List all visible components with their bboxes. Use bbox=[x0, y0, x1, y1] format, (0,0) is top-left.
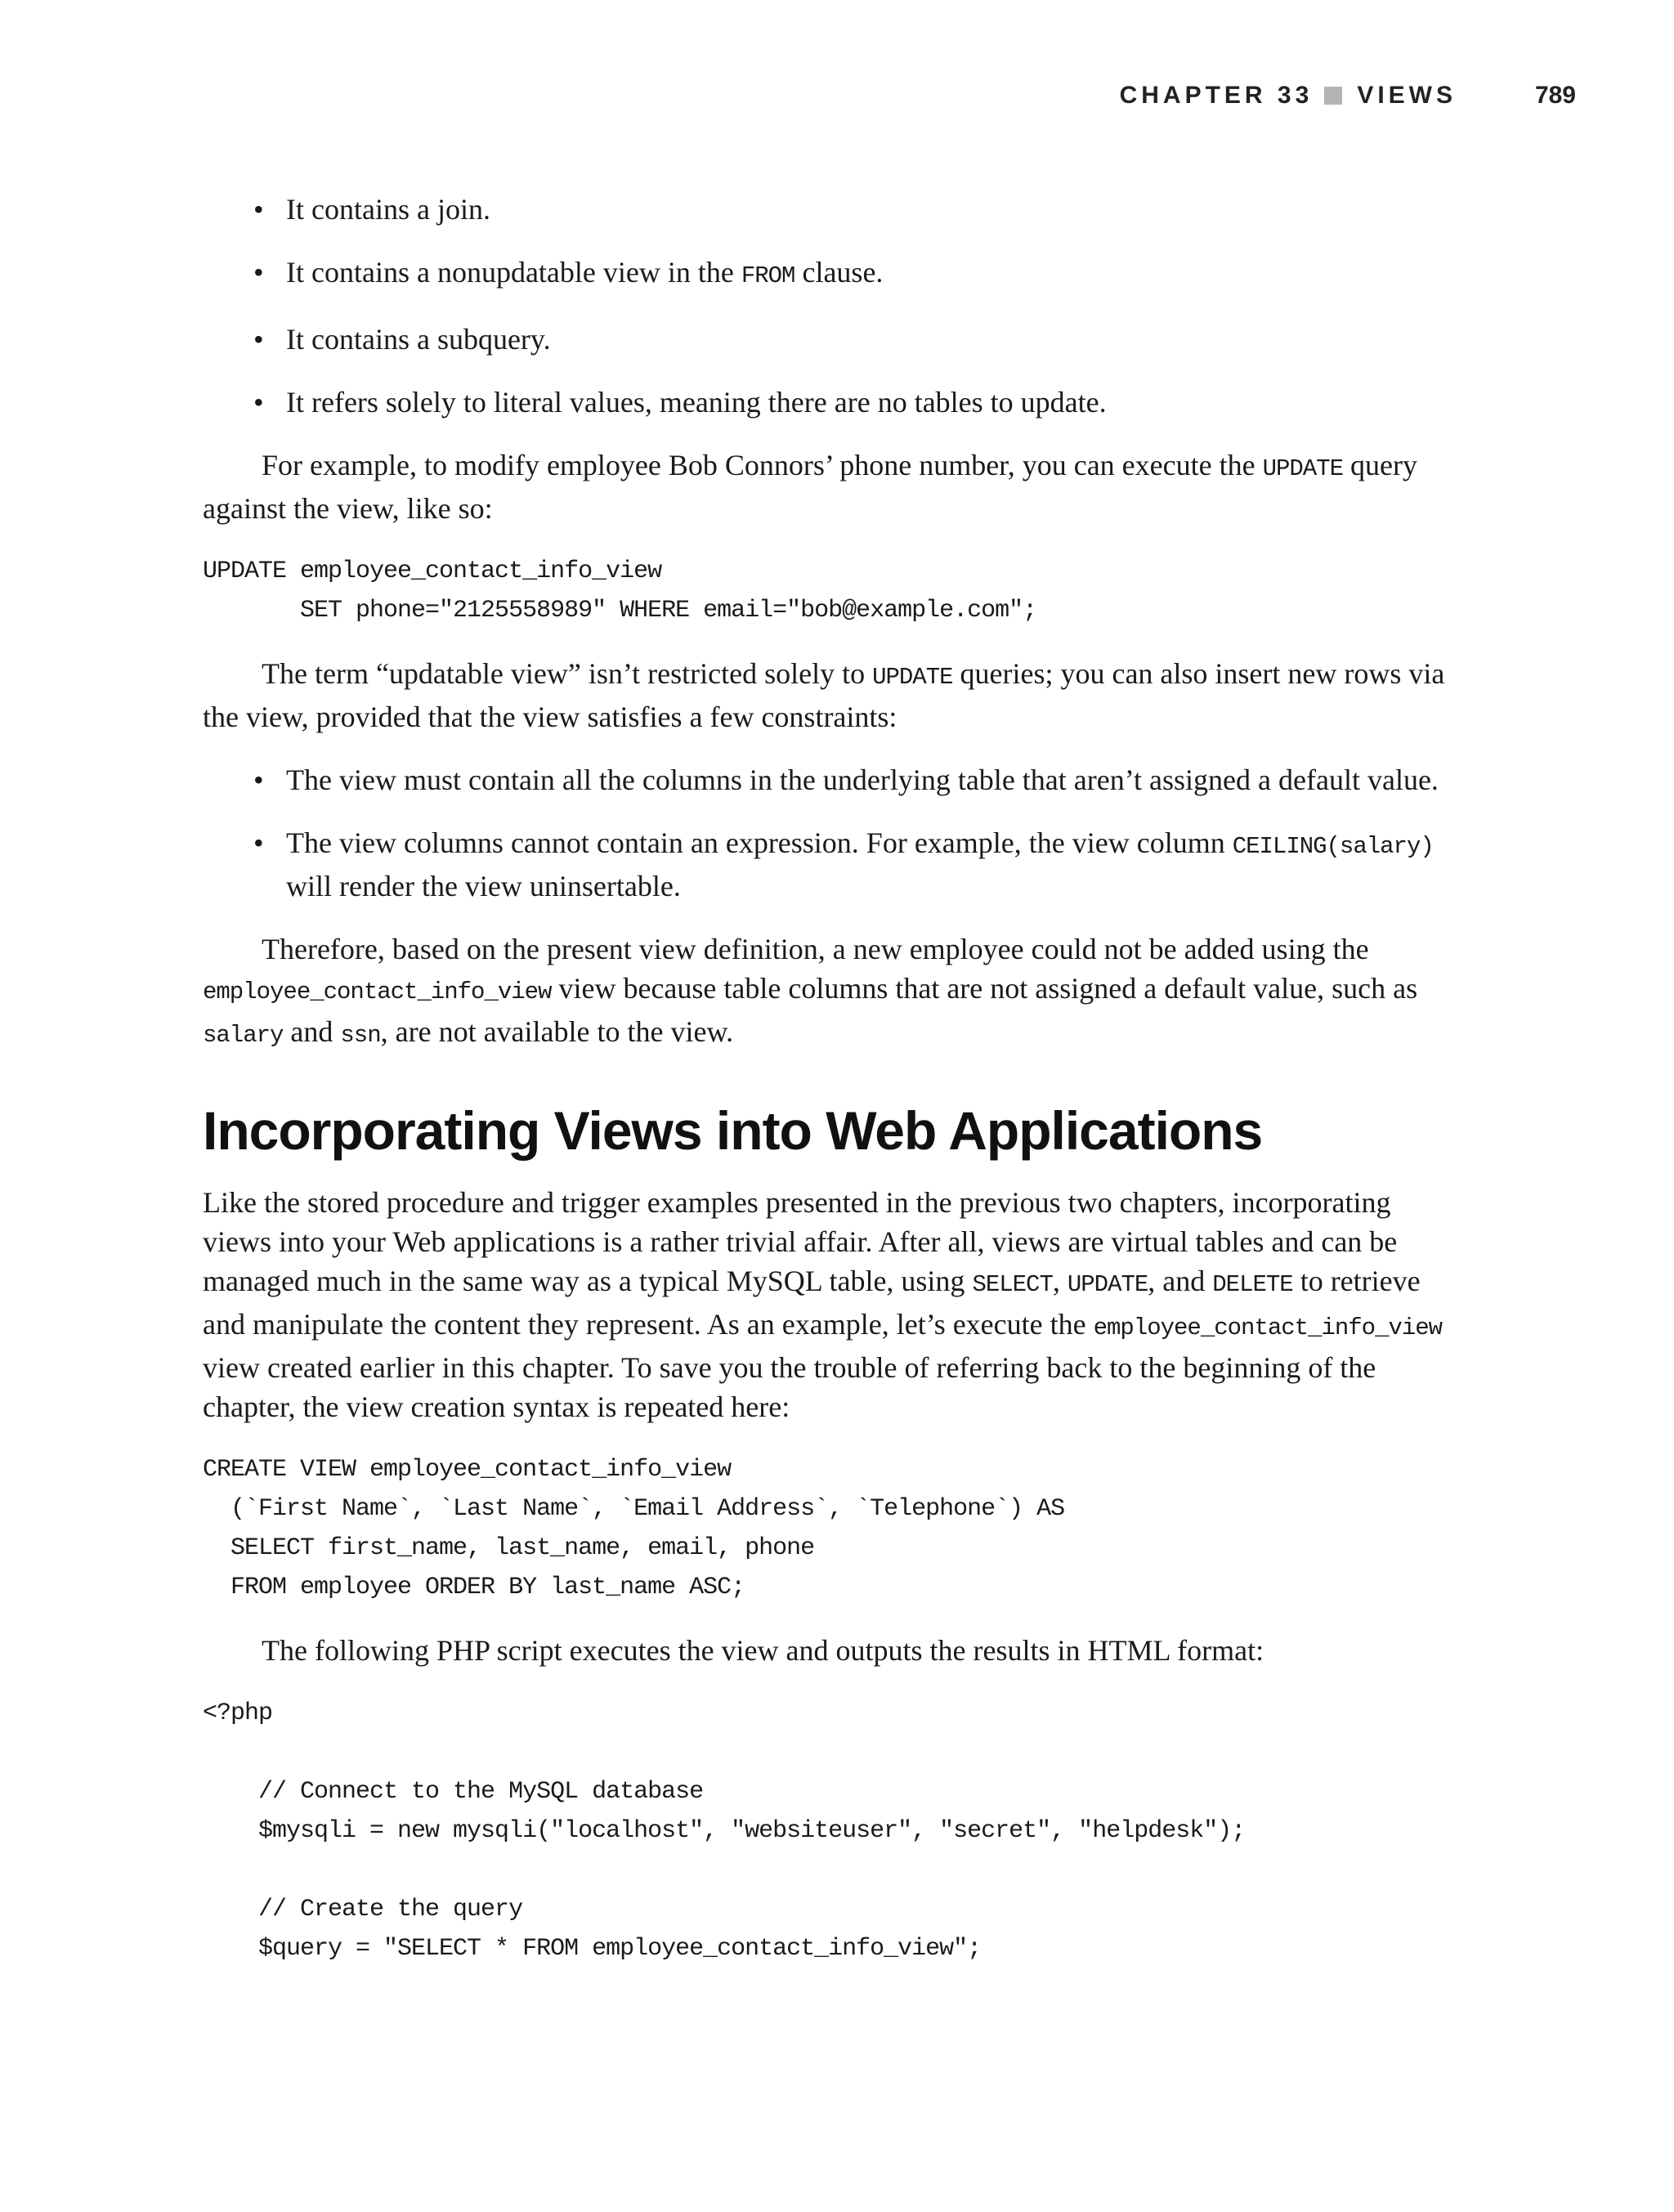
inline-code: UPDATE bbox=[1067, 1271, 1148, 1298]
paragraph-text: The term “updatable view” isn’t restricted solely to bbox=[262, 657, 873, 690]
bullet-icon: • bbox=[253, 323, 264, 356]
list-item bbox=[203, 190, 1461, 229]
paragraph-incorporating bbox=[203, 1183, 1461, 1426]
list-item bbox=[203, 760, 1461, 799]
list-item-text: It contains a nonupdatable view in the bbox=[286, 256, 741, 289]
paragraph-text: , are not available to the view. bbox=[380, 1015, 734, 1048]
list-item bbox=[203, 253, 1461, 296]
section-heading: Incorporating Views into Web Applications bbox=[203, 1100, 1263, 1161]
paragraph-text: to retrieve and manipulate the content they represent. As an example, let’s execute the bbox=[203, 1265, 1421, 1341]
running-head bbox=[1120, 82, 1457, 110]
bullet-icon: • bbox=[253, 386, 264, 419]
paragraph-text: queries; you can also insert new rows via the view, provided that the view satisfies a few constraints: bbox=[203, 657, 1445, 733]
paragraph-therefore bbox=[203, 929, 1461, 1055]
inline-code: UPDATE bbox=[1262, 455, 1344, 482]
square-separator-icon bbox=[1324, 87, 1342, 105]
paragraph-text: , and bbox=[1148, 1265, 1213, 1297]
list-item bbox=[203, 823, 1461, 906]
code-block-update: UPDATE employee_contact_info_view SET phone="2125558989" WHERE email="bob@example.com"; bbox=[203, 557, 1037, 625]
paragraph-text: Therefore, based on the present view definition, a new employee could not be added using the bbox=[262, 933, 1369, 965]
section-label: VIEWS bbox=[1357, 82, 1457, 109]
inline-code: salary bbox=[203, 1022, 284, 1049]
paragraph-text: and bbox=[283, 1015, 341, 1048]
list-item-text: will render the view uninsertable. bbox=[286, 870, 681, 902]
inline-code: employee_contact_info_view bbox=[203, 978, 552, 1005]
bullet-list-constraints bbox=[203, 760, 1461, 906]
list-item bbox=[203, 383, 1461, 422]
list-item-text: It contains a join. bbox=[286, 193, 490, 226]
paragraph-text: view because table columns that are not assigned a default value, such as bbox=[551, 972, 1418, 1005]
paragraph-text: view created earlier in this chapter. To save you the trouble of referring back to the beginning of the chapter, the view creation syntax is repeated here: bbox=[203, 1351, 1376, 1423]
inline-code: employee_contact_info_view bbox=[1093, 1314, 1443, 1341]
paragraph-text: , bbox=[1052, 1265, 1068, 1297]
paragraph-text: For example, to modify employee Bob Connors’ phone number, you can execute the bbox=[262, 449, 1263, 481]
paragraph-php-intro: The following PHP script executes the view and outputs the results in HTML format: bbox=[262, 1634, 1264, 1667]
code-block-create-view: CREATE VIEW employee_contact_info_view (`First Name`, `Last Name`, `Email Address`, `Telephone`) AS SELECT first_name, last_name, email, phone FROM employee ORDER BY last_name ASC; bbox=[203, 1456, 1065, 1601]
list-item-text: clause. bbox=[794, 256, 884, 289]
inline-code: CEILING(salary) bbox=[1232, 833, 1434, 860]
list-item-text: It contains a subquery. bbox=[286, 323, 551, 356]
bullet-list-restrictions bbox=[203, 190, 1461, 422]
list-item-text: The view must contain all the columns in the underlying table that aren’t assigned a default value. bbox=[286, 763, 1439, 796]
bullet-icon: • bbox=[253, 256, 264, 289]
page-body bbox=[203, 190, 1461, 1992]
page-number: 789 bbox=[1534, 82, 1576, 109]
list-item-text: It refers solely to literal values, meaning there are no tables to update. bbox=[286, 386, 1107, 419]
paragraph-text: query against the view, like so: bbox=[203, 449, 1417, 525]
bullet-icon: • bbox=[253, 763, 264, 796]
paragraph-updatable-view bbox=[203, 654, 1461, 737]
list-item-text: The view columns cannot contain an expression. For example, the view column bbox=[286, 826, 1233, 859]
paragraph-text: Like the stored procedure and trigger examples presented in the previous two chapters, incorporating views into your Web applications is a rather trivial affair. After all, views are virtual tables and can be managed much in the same way as a typical MySQL table, using bbox=[203, 1186, 1398, 1297]
paragraph-update-example bbox=[203, 446, 1461, 528]
code-block-php: <?php // Connect to the MySQL database $mysqli = new mysqli("localhost", "websiteuser", "secret", "helpdesk"); // Create the query $query = "SELECT * FROM employee_contact_info_view"; bbox=[203, 1699, 1246, 1963]
inline-code: FROM bbox=[741, 262, 795, 289]
inline-code: SELECT bbox=[972, 1271, 1053, 1298]
inline-code: DELETE bbox=[1212, 1271, 1293, 1298]
chapter-label: CHAPTER 33 bbox=[1119, 82, 1314, 109]
bullet-icon: • bbox=[253, 826, 264, 859]
list-item bbox=[203, 320, 1461, 359]
bullet-icon: • bbox=[253, 193, 264, 226]
running-header bbox=[0, 82, 1674, 114]
inline-code: UPDATE bbox=[872, 664, 953, 691]
inline-code: ssn bbox=[340, 1022, 381, 1049]
